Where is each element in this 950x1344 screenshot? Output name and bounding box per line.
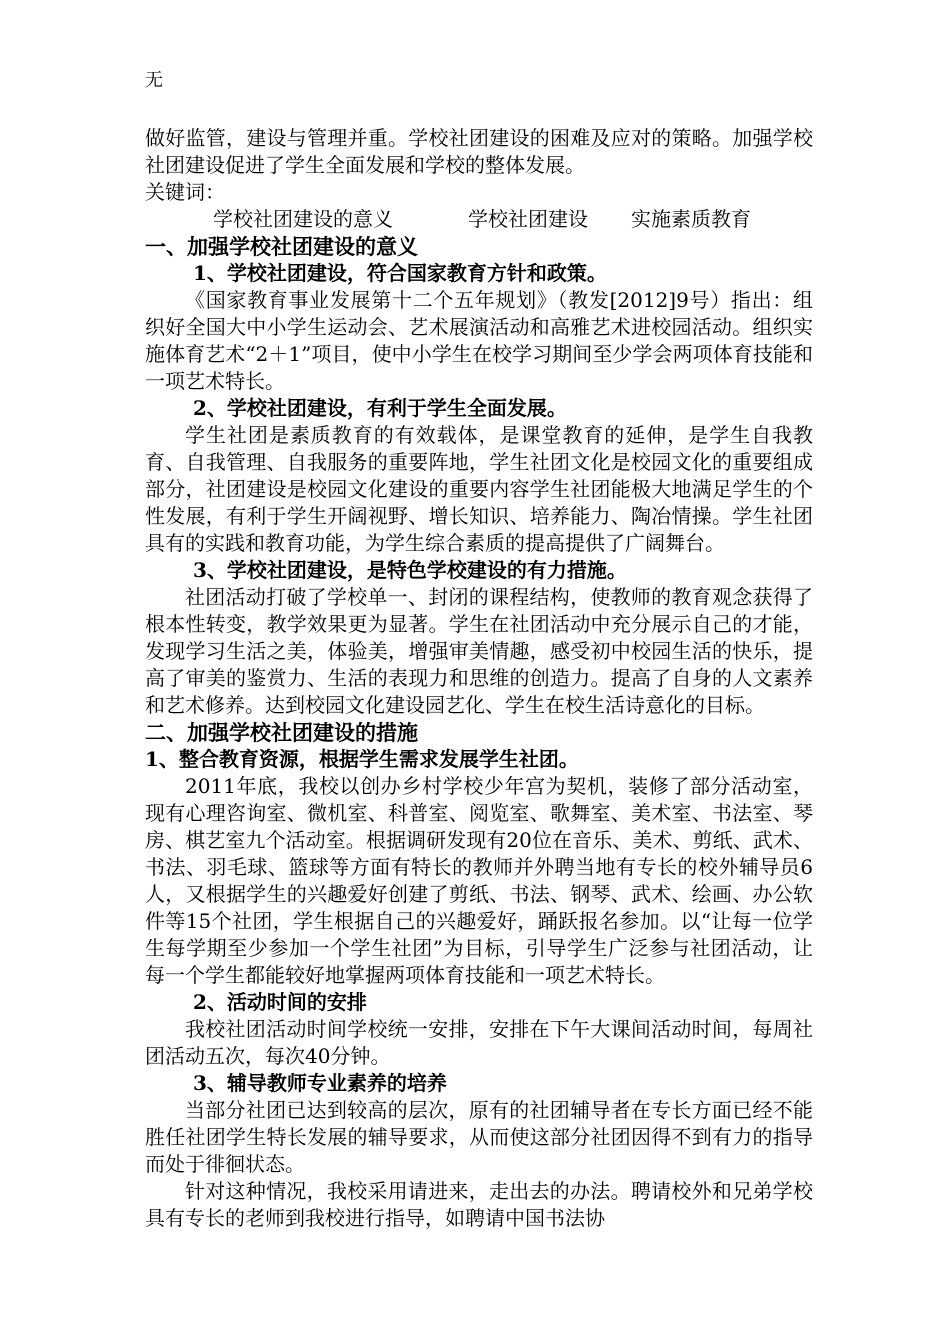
subsection-heading: 2、活动时间的安排 xyxy=(193,990,367,1014)
paragraph: 社团活动打破了学校单一、封闭的课程结构，使教师的教育观念获得了根本性转变，教学效果更为显著。学生在社团活动中充分展示自己的才能，发现学习生活之美，体验美，增强审美情趣，感受初中校园生活的快乐，提高了审美的鉴赏力、生活的表现力和思维的创造力。提高了自身的人文素养和艺术修养。达到校园文化建设园艺化、学生在校生活诗意化的目标。 xyxy=(145,585,813,717)
paragraph: 当部分社团已达到较高的层次，原有的社团辅导者在专长方面已经不能胜任社团学生特长发展的辅导要求，从而使这部分社团因得不到有力的指导而处于徘徊状态。 xyxy=(145,1098,813,1176)
paragraph: 《国家教育事业发展第十二个五年规划》（教发[2012]9号）指出：组织好全国大中小学生运动会、艺术展演活动和高雅艺术进校园活动。组织实施体育艺术“2＋1”项目，使中小学生在校学习期间至少学会两项体育技能和一项艺术特长。 xyxy=(145,288,813,393)
keyword-item: 学校社团建设 xyxy=(468,207,588,231)
subsection-heading: 3、辅导教师专业素养的培养 xyxy=(193,1071,447,1095)
document-body xyxy=(145,125,813,1232)
paragraph: 2011年底，我校以创办乡村学校少年宫为契机，装修了部分活动室，现有心理咨询室、微机室、科普室、阅览室、歌舞室、美术室、书法室、琴房、棋艺室九个活动室。根据调研发现有20位在音乐、美术、剪纸、武术、书法、羽毛球、篮球等方面有特长的教师并外聘当地有专长的校外辅导员6人，又根据学生的兴趣爱好创建了剪纸、书法、钢琴、武术、绘画、办公软件等15个社团，学生根据自己的兴趣爱好，踊跃报名参加。以“让每一位学生每学期至少参加一个学生社团”为目标，引导学生广泛参与社团活动，让每一个学生都能较好地掌握两项体育技能和一项艺术特长。 xyxy=(145,774,813,987)
subsection-heading: 1、学校社团建设，符合国家教育方针和政策。 xyxy=(193,261,607,285)
section-heading: 二、加强学校社团建设的措施 xyxy=(145,720,418,745)
keyword-item: 实施素质教育 xyxy=(631,207,751,231)
paragraph: 针对这种情况，我校采用请进来，走出去的办法。聘请校外和兄弟学校具有专长的老师到我校进行指导，如聘请中国书法协 xyxy=(145,1179,813,1230)
paragraph: 学生社团是素质教育的有效载体，是课堂教育的延伸，是学生自我教育、自我管理、自我服务的重要阵地，学生社团文化是校园文化的重要组成部分，社团建设是校园文化建设的重要内容学生社团能极大地满足学生的个性发展，有利于学生开阔视野、增长知识、培养能力、陶冶情操。学生社团具有的实践和教育功能，为学生综合素质的提高提供了广阔舞台。 xyxy=(145,423,813,555)
keywords-label: 关键词： xyxy=(145,180,225,204)
subsection-heading: 1、整合教育资源，根据学生需求发展学生社团。 xyxy=(145,747,579,771)
paragraph: 我校社团活动时间学校统一安排，安排在下午大课间活动时间，每周社团活动五次，每次40分钟。 xyxy=(145,1017,813,1068)
section-heading: 一、加强学校社团建设的意义 xyxy=(145,234,418,259)
subsection-heading: 3、学校社团建设，是特色学校建设的有力措施。 xyxy=(193,558,627,582)
abstract-tail: 做好监管，建设与管理并重。学校社团建设的困难及应对的策略。加强学校社团建设促进了学生全面发展和学校的整体发展。 xyxy=(145,126,813,177)
keywords-list xyxy=(145,206,813,233)
page-header-mark: 无 xyxy=(145,70,163,91)
subsection-heading: 2、学校社团建设，有利于学生全面发展。 xyxy=(193,396,567,420)
keyword-item: 学校社团建设的意义 xyxy=(213,207,393,231)
